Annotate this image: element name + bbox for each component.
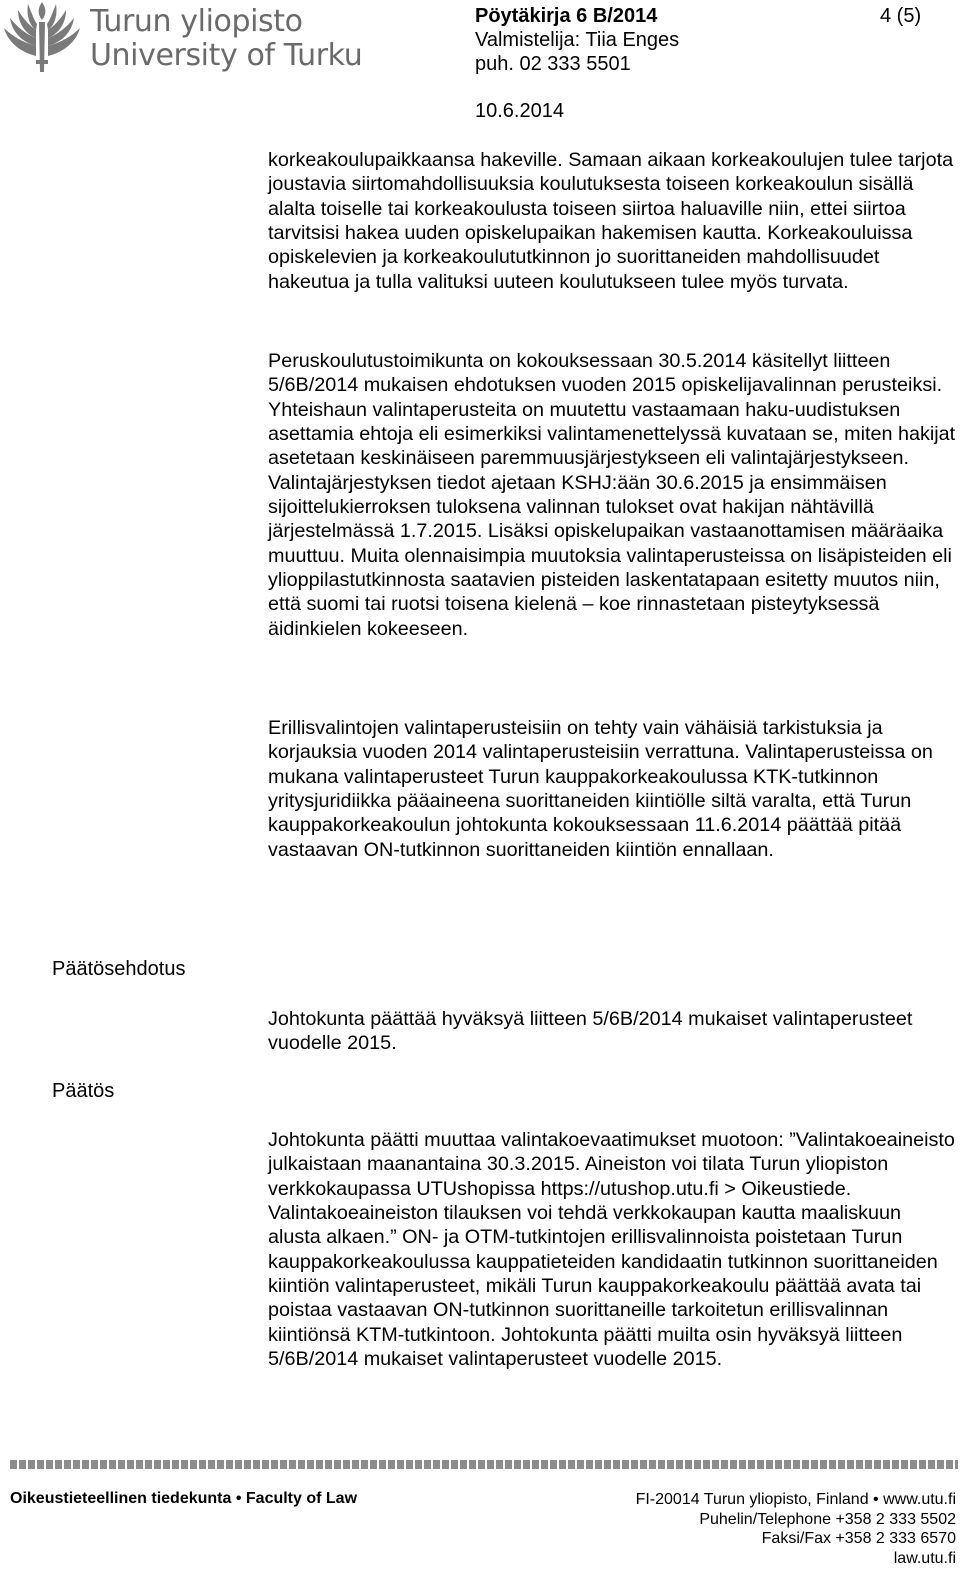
paragraph-separate-admissions: Erillisvalintojen valintaperusteisiin on tehty vain vähäisiä tarkistuksia ja korjauksia vuoden 2014 valintaperusteisiin verrattuna. Valintaperusteissa on mukana valintaperusteet Turun kauppakorkeakoulussa KTK-tutkinnon yritysjuridiikka pääaineena suorittaneiden kiintiölle siltä varalta, että Turun kauppakorkeakoulun johtokunta kokouksessaan 11.6.2014 päättää pitää vastaavan ON-tutkinnon suorittaneiden kiintiön ennallaan. [268, 717, 933, 861]
logo-line-finnish: Turun yliopisto [90, 4, 303, 39]
decision-proposal-text: Johtokunta päättää hyväksyä liitteen 5/6B/2014 mukaiset valintaperusteet vuodelle 2015. [268, 1008, 913, 1055]
footer-telephone: Puhelin/Telephone +358 2 333 5502 [699, 1510, 956, 1528]
footer-fax: Faksi/Fax +358 2 333 6570 [761, 1530, 956, 1547]
logo-line-english: University of Turku [90, 38, 363, 73]
paragraph-admission-criteria: Peruskoulutustoimikunta on kokouksessaan 30.5.2014 käsitellyt liitteen 5/6B/2014 mukaisen ehdotuksen vuoden 2015 opiskelijavalinnan perusteiksi. Yhteishaun valintaperusteita on muutettu vastaamaan haku-uudistuksen asettamia ehtoja eli esimerkiksi valintamenettelyssä kuvataan se, miten hakijat asetetaan keskinäiseen paremmuusjärjestykseen eli valintajärjestykseen. Valintajärjestyksen tiedot ajetaan KSHJ:ään 30.6.2015 ja ensimmäisen sijoittelukierroksen tuloksena valinnan tulokset ovat hakijan nähtävillä järjestelmässä 1.7.2015. Lisäksi opiskelupaikan vastaanottamisen määräaika muuttuu. Muita olennaisimpia muutoksia valintaperusteissa on lisäpisteiden eli ylioppilastutkinnosta saatavien pisteiden laskentatapaan esitetty muutos niin, että suomi tai ruotsi toisena kielenä – koe rinnastetaan pisteytyksessä äidinkielen kokeeseen. [268, 350, 956, 640]
university-logo [2, 0, 363, 78]
preparer-phone: puh. 02 333 5501 [475, 53, 631, 75]
torch-emblem-icon [2, 0, 82, 78]
footer-faculty: Oikeustieteellinen tiedekunta • Faculty of Law [10, 1490, 358, 1507]
footer-website: law.utu.fi [893, 1549, 956, 1567]
label-decision-proposal: Päätösehdotus [52, 958, 186, 980]
document-header [475, 4, 679, 76]
footer-divider [10, 1460, 958, 1469]
footer-address: FI-20014 Turun yliopisto, Finland • www.utu.fi [635, 1491, 956, 1508]
preparer: Valmistelija: Tiia Enges [475, 29, 680, 51]
document-date: 10.6.2014 [475, 100, 564, 122]
decision-text: Johtokunta päätti muuttaa valintakoevaatimukset muotoon: ”Valintakoeaineisto julkaistaan maanantaina 30.3.2015. Aineiston voi tilata Turun yliopiston verkkokaupassa UTUshopissa https://utushop.utu.fi > Oikeustiede. Valintakoeaineiston tilauksen voi tehdä verkkokaupan kautta maaliskuun alusta alkaen.” ON- ja OTM-tutkintojen erillisvalinnoista poistetaan Turun kauppakorkeakoulussa kauppatieteiden kandidaatin tutkinnon suorittaneiden kiintiön valintaperusteet, mikäli Turun kauppakorkeakoulu päättää avata tai poistaa vastaavan ON-tutkinnon suorittaneille tarkoitetun erillisvalinnan kiintiönsä KTM-tutkintoon. Johtokunta päätti muilta osin hyväksyä liitteen 5/6B/2014 mukaiset valintaperusteet vuodelle 2015. [268, 1129, 955, 1371]
footer-contact [636, 1490, 956, 1568]
document-title: Pöytäkirja 6 B/2014 [475, 5, 658, 27]
paragraph-transfer: korkeakoulupaikkaansa hakeville. Samaan aikaan korkeakoulujen tulee tarjota joustavia siirtomahdollisuuksia koulutuksesta toiseen korkeakoulun sisällä alalta toiselle tai korkeakoulusta toiseen siirtoa haluaville niin, ettei siirtoa tarvitsisi hakea uuden opiskelupaikan hakemisen kautta. Korkeakouluissa opiskelevien ja korkeakoulututkinnon jo suorittaneiden mahdollisuudet hakeutua ja tulla valituksi uuteen koulutukseen tulee myös turvata. [268, 149, 954, 293]
label-decision: Päätös [52, 1080, 115, 1102]
page-number: 4 (5) [880, 5, 922, 27]
